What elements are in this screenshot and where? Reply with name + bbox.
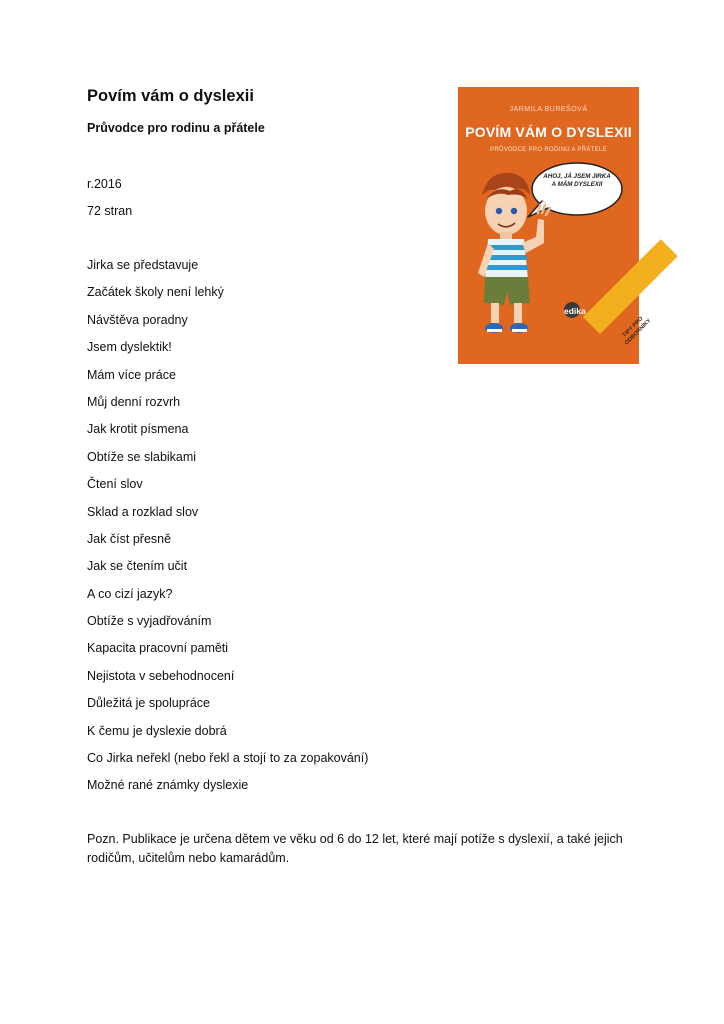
chapter-item: Jirka se představuje [87,258,199,272]
chapter-item: Jak se čtením učit [87,559,188,574]
chapter-item: Začátek školy není lehký [87,285,224,300]
chapter-list [87,257,368,805]
chapter-item: K čemu je dyslexie dobrá [87,723,227,738]
speech-bubble-text: AHOJ, JÁ JSEM JIRKA A MÁM DYSLEXII [543,173,611,188]
chapter-item: Návštěva poradny [87,312,188,327]
chapter-item: Můj denní rozvrh [87,394,181,409]
chapter-item: Mám více práce [87,367,176,382]
chapter-item: Jak krotit písmena [87,422,189,437]
publisher-logo-text: edika [564,306,586,316]
chapter-item: Čtení slov [87,477,143,492]
chapter-item: Jsem dyslektik! [87,340,172,355]
cover-illustration [458,87,639,364]
speech-bubble-icon [528,163,622,217]
chapter-item: Nejistota v sebehodnocení [87,668,235,683]
chapter-item: Kapacita pracovní paměti [87,641,229,656]
page-subtitle: Průvodce pro rodinu a přátele [87,121,265,135]
cover-author: JARMILA BUREŠOVÁ [509,106,588,113]
chapter-item: Sklad a rozklad slov [87,504,199,519]
note-paragraph: Pozn. Publikace je určena dětem ve věku od 6 do 12 let, které mají potíže s dyslexií, a také jejich rodičům, učitelům nebo kamarádům. [87,832,623,865]
chapter-item: Co Jirka neřekl (nebo řekl a stojí to za zopakování) [87,751,369,766]
cover-ribbon-text: TIPY PRO ODBORNÍKY [621,315,653,347]
cover-title: POVÍM VÁM O DYSLEXII [465,124,632,140]
chapter-item: Obtíže se slabikami [87,449,197,464]
chapter-item: A co cizí jazyk? [87,586,173,601]
cover-subtitle: PRŮVODCE PRO RODINU A PŘÁTELE [490,147,607,153]
chapter-item: Důležitá je spolupráce [87,696,210,711]
chapter-item: Možné rané známky dyslexie [87,778,249,793]
publication-year: r.2016 [87,177,122,191]
chapter-item: Jak číst přesně [87,531,172,546]
page-count: 72 stran [87,204,133,218]
book-cover [458,87,653,364]
chapter-item: Obtíže s vyjadřováním [87,614,212,629]
page-title: Povím vám o dyslexii [87,87,254,105]
